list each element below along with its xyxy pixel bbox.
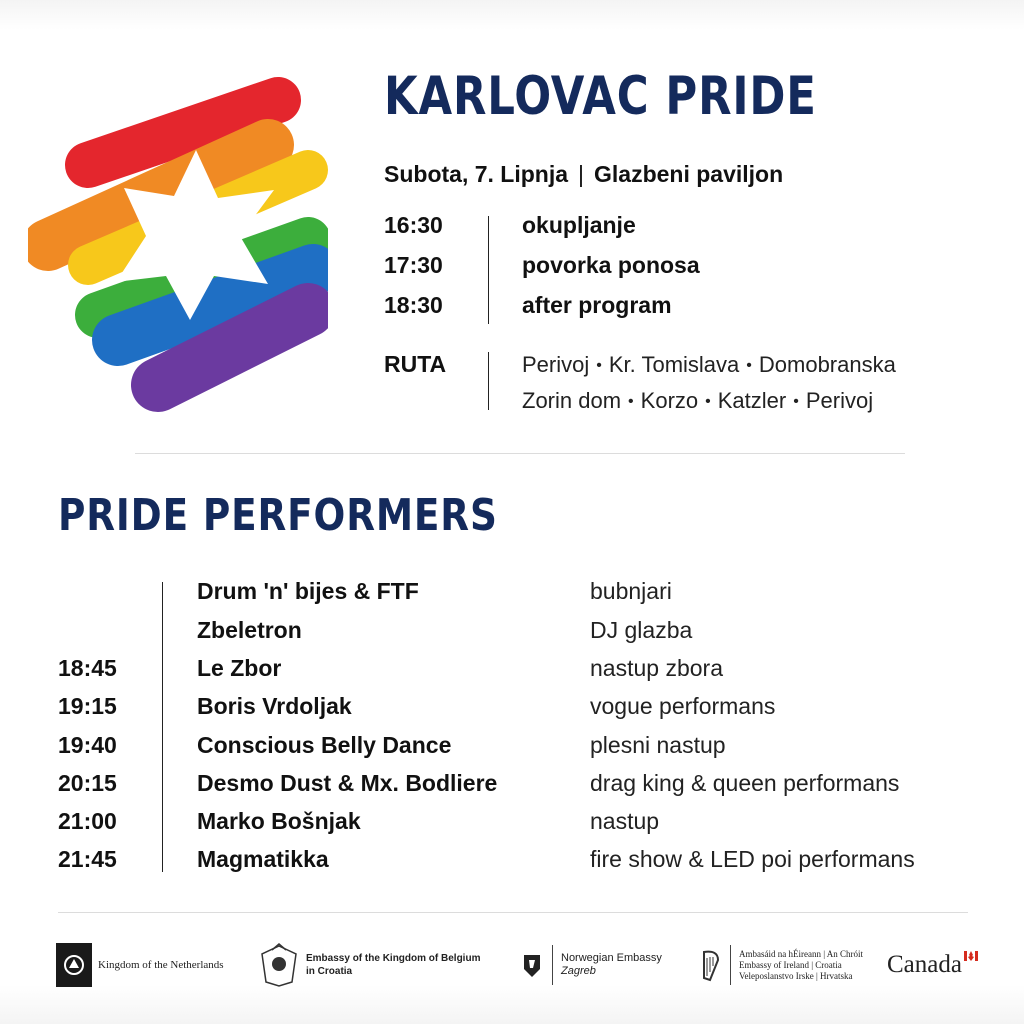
route-line-1: [522, 352, 896, 378]
sponsor-logos: [0, 930, 1024, 1000]
norwegian-lion-icon: [520, 951, 544, 979]
performer-row: [0, 732, 1024, 770]
sponsor-canada: [887, 930, 978, 1000]
performer-time: 18:45: [58, 655, 117, 681]
route-stop: Katzler: [717, 388, 787, 413]
schedule-time: 16:30: [384, 212, 443, 238]
route-line-2: [522, 388, 873, 414]
sponsor-ireland: [700, 930, 863, 1000]
performer-desc: drag king & queen performans: [590, 770, 900, 796]
performer-name: Drum 'n' bijes & FTF: [197, 578, 419, 604]
event-venue: Glazbeni paviljon: [594, 161, 784, 187]
performer-time: 19:40: [58, 732, 117, 758]
performer-desc: bubnjari: [590, 578, 672, 604]
rainbow-star-logo: [28, 70, 328, 415]
event-info: [384, 161, 783, 188]
sponsor-line: Embassy of Ireland | Croatia: [739, 959, 842, 970]
route-dot: •: [746, 357, 752, 374]
performer-name: Boris Vrdoljak: [197, 693, 352, 719]
sponsor-line: Norwegian Embassy: [561, 952, 662, 964]
sponsor-line: Embassy of the Kingdom of Belgium: [306, 953, 481, 964]
performer-row: [0, 808, 1024, 846]
sponsor-belgium: [258, 930, 480, 1000]
schedule-event: povorka ponosa: [522, 252, 700, 278]
performer-desc: plesni nastup: [590, 732, 726, 758]
performer-row: [0, 770, 1024, 808]
performer-name: Magmatikka: [197, 846, 329, 872]
schedule-event: okupljanje: [522, 212, 636, 238]
schedule-event: after program: [522, 292, 672, 318]
sponsor-divider: [552, 945, 553, 985]
sponsor-netherlands: [56, 930, 224, 1000]
route-stop: Domobranska: [758, 352, 896, 377]
performer-name: Le Zbor: [197, 655, 282, 681]
footer-divider: [58, 912, 968, 913]
route-stop: Zorin dom: [522, 388, 622, 413]
performer-name: Desmo Dust & Mx. Bodliere: [197, 770, 498, 796]
sponsor-line: Veleposlanstvo Irske | Hrvatska: [739, 970, 853, 981]
event-date: Subota, 7. Lipnja: [384, 161, 569, 187]
sponsor-line: in Croatia: [306, 966, 353, 977]
performer-time: 19:15: [58, 693, 117, 719]
performer-name: Conscious Belly Dance: [197, 732, 452, 758]
sponsor-line: Zagreb: [561, 965, 596, 977]
route-stop: Perivoj: [522, 352, 590, 377]
route-dot: •: [705, 393, 711, 410]
performer-desc: fire show & LED poi performans: [590, 846, 915, 872]
sponsor-label: [306, 952, 480, 978]
sponsor-label: Canada: [887, 951, 962, 978]
sponsor-label: Kingdom of the Netherlands: [98, 958, 224, 971]
schedule-time: 17:30: [384, 252, 443, 278]
performers-title: PRIDE PERFORMERS: [58, 490, 498, 541]
maple-leaf-icon: [964, 949, 978, 965]
performer-time: 21:00: [58, 808, 117, 834]
irish-harp-icon: [700, 948, 722, 982]
page-title: KARLOVAC PRIDE: [384, 66, 817, 127]
route-label: RUTA: [384, 351, 447, 377]
route-stop: Kr. Tomislava: [608, 352, 740, 377]
performer-row: [0, 846, 1024, 884]
section-divider: [135, 453, 905, 454]
sponsor-line: Ambasáid na hÉireann | An Chróit: [739, 948, 864, 959]
performer-row: [0, 693, 1024, 731]
info-separator: |: [578, 161, 584, 187]
sponsor-divider: [730, 945, 731, 985]
schedule-divider: [488, 216, 489, 324]
route-dot: •: [596, 357, 602, 374]
performer-name: Zbeletron: [197, 617, 302, 643]
performer-desc: nastup zbora: [590, 655, 723, 681]
performer-name: Marko Bošnjak: [197, 808, 361, 834]
route-dot: •: [793, 393, 799, 410]
performer-row: [0, 655, 1024, 693]
route-stop: Korzo: [640, 388, 699, 413]
performer-time: 20:15: [58, 770, 117, 796]
dutch-coat-of-arms-icon: [56, 943, 92, 987]
performer-row: [0, 578, 1024, 616]
route-stop: Perivoj: [805, 388, 874, 413]
sponsor-norway: [520, 930, 662, 1000]
route-dot: •: [628, 393, 634, 410]
performer-desc: DJ glazba: [590, 617, 693, 643]
sponsor-label: [561, 952, 662, 978]
sponsor-label: [739, 949, 863, 982]
belgian-coat-of-arms-icon: [258, 942, 300, 988]
performer-time: 21:45: [58, 846, 117, 872]
performer-row: [0, 617, 1024, 655]
schedule-time: 18:30: [384, 292, 443, 318]
performer-desc: nastup: [590, 808, 660, 834]
performer-desc: vogue performans: [590, 693, 776, 719]
route-divider: [488, 352, 489, 410]
